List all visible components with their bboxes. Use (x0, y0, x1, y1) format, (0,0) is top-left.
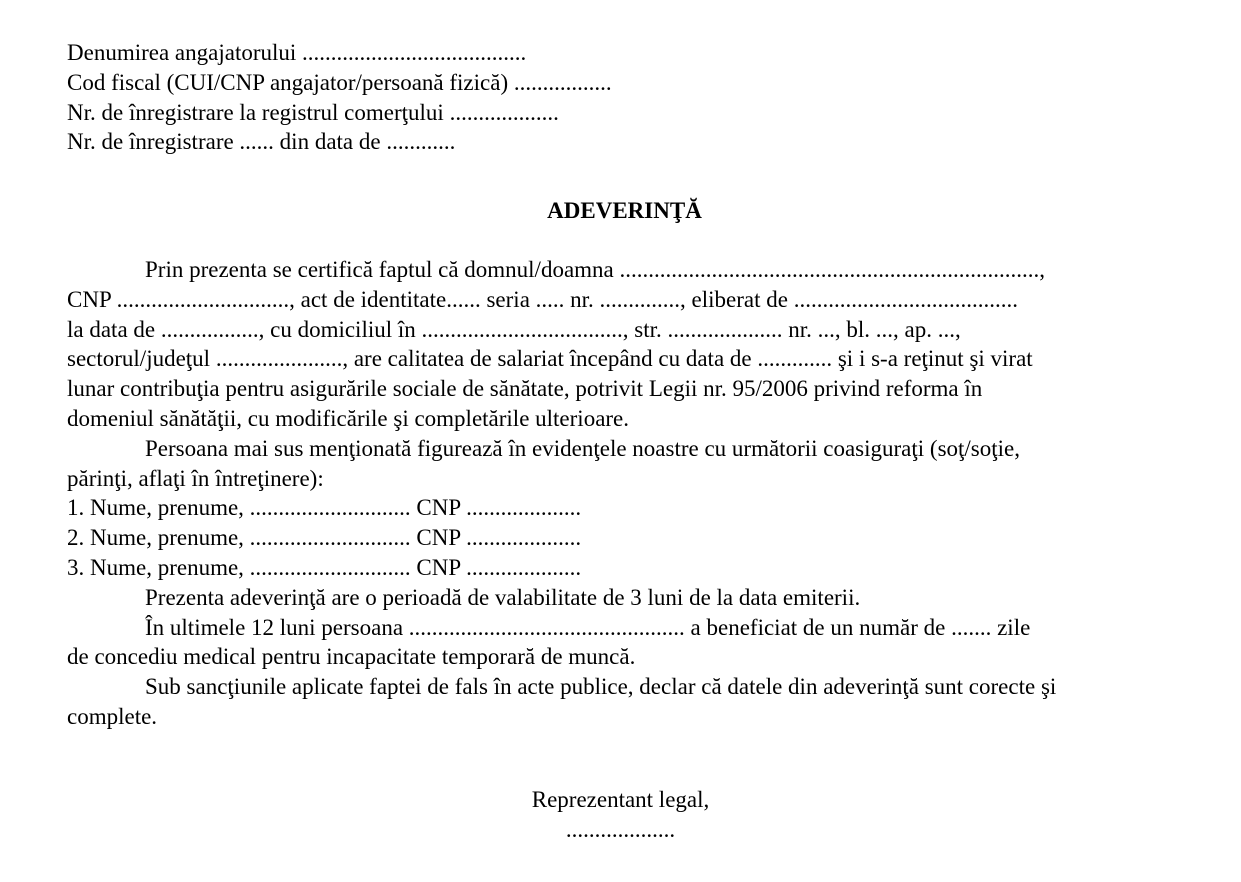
medical-leave-paragraph (67, 613, 1177, 673)
document-title: ADEVERINŢĂ (547, 198, 702, 224)
paragraph-line: Persoana mai sus menţionată figurează în evidenţele noastre cu următorii coasiguraţi (soţ/soţie, (145, 435, 1020, 461)
paragraph-line: Prin prezenta se certifică faptul că domnul/doamna ........................................................................., (145, 256, 1045, 282)
signature-dots: ................... (565, 816, 676, 842)
signature-block (0, 785, 1241, 844)
coinsured-paragraph (67, 434, 1177, 494)
list-item: 1. Nume, prenume, ............................ CNP .................... (67, 495, 582, 521)
paragraph-line: domeniul sănătăţii, cu modificările şi completările ulterioare. (67, 405, 630, 431)
document-page (67, 38, 1177, 732)
paragraph-line: sectorul/judeţul ......................, are calitatea de salariat începând cu data de ............. şi i s-a reţinut şi virat (67, 346, 1033, 372)
trade-register-line: Nr. de înregistrare la registrul comerţului ................... (67, 99, 559, 125)
fiscal-code-line: Cod fiscal (CUI/CNP angajator/persoană fizică) ................. (67, 69, 612, 95)
paragraph-line: de concediu medical pentru incapacitate temporară de muncă. (67, 644, 636, 670)
employer-name-line: Denumirea angajatorului ....................................... (67, 40, 527, 65)
validity-paragraph: Prezenta adeverinţă are o perioadă de valabilitate de 3 luni de la data emiterii. (145, 584, 861, 610)
employer-header (67, 38, 1177, 157)
coinsured-list (67, 493, 1177, 582)
certification-paragraph (67, 255, 1177, 434)
signature-label: Reprezentant legal, (531, 787, 710, 812)
paragraph-line: În ultimele 12 luni persoana ................................................ a beneficiat de un număr de ....... zile (145, 614, 1031, 640)
paragraph-line: CNP .............................., act de identitate...... seria ..... nr. .............., eliberat de ....................................... (67, 286, 1018, 312)
paragraph-line: la data de ................., cu domiciliul în ..................................., str. .................... nr. ..., bl. ..., ap. ..., (67, 316, 961, 342)
list-item: 2. Nume, prenume, ............................ CNP .................... (67, 525, 582, 551)
paragraph-line: lunar contribuţia pentru asigurările sociale de sănătate, potrivit Legii nr. 95/2006 privind reforma în (67, 376, 983, 402)
paragraph-line: părinţi, aflaţi în întreţinere): (67, 465, 324, 491)
registration-number-line: Nr. de înregistrare ...... din data de ............ (67, 129, 456, 155)
declaration-paragraph (67, 672, 1177, 732)
list-item: 3. Nume, prenume, ............................ CNP .................... (67, 554, 582, 580)
paragraph-line: Sub sancţiunile aplicate faptei de fals în acte publice, declar că datele din adeverinţă sunt corecte şi (145, 674, 1057, 700)
paragraph-line: complete. (67, 703, 158, 729)
